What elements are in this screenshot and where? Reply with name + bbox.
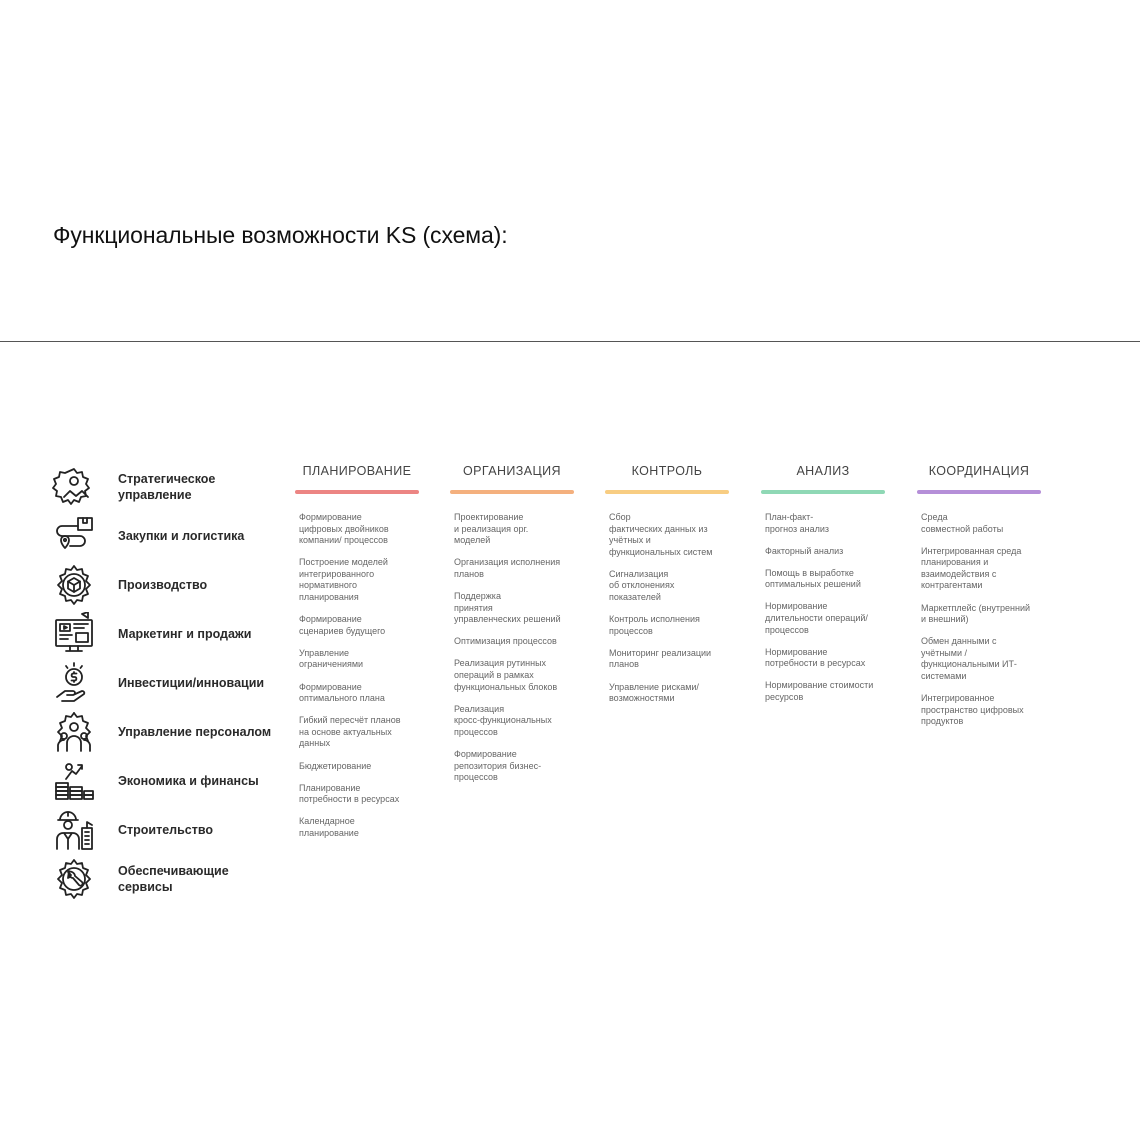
area-item [52,854,282,903]
column-accent-line [917,490,1041,494]
column-items [605,512,729,705]
column-item-line: оптимальных решений [765,579,861,590]
area-item [52,609,282,658]
column-item [299,614,419,637]
column-item-line: моделей [454,535,491,546]
column-item [765,568,885,591]
column-item-line: Нормирование [765,646,828,657]
area-item [52,658,282,707]
column-item-line: прогноз анализ [765,523,830,534]
column-3 [605,462,729,715]
divider [0,341,1140,342]
column-item-line: операций в рамках [454,669,534,680]
column-item-line: функциональных блоков [454,681,558,692]
area-label-line: Обеспечивающие [118,863,229,878]
column-item-line: Поддержка [454,590,501,601]
column-item-line: системами [921,671,967,682]
column-item [299,682,419,705]
column-item-line: ограничениями [299,659,364,670]
column-item [765,546,885,558]
column-item-line: Интегрированное [921,693,995,704]
column-accent-line [761,490,885,494]
column-item [299,512,419,547]
column-item-line: Среда [921,512,948,522]
column-item-line: Управление рисками/ [609,681,699,692]
column-item-line: оптимального плана [299,693,385,704]
column-accent-line [295,490,419,494]
column-item [921,512,1041,535]
column-4 [761,462,885,714]
column-item [299,761,419,773]
column-items [917,512,1041,728]
column-item-line: Мониторинг реализации [609,647,712,658]
business-areas-list [52,462,282,903]
logistics-route-box-icon [52,514,96,558]
column-item [765,680,885,703]
column-title: АНАЛИЗ [796,464,850,478]
column-item [299,557,419,603]
column-item-line: План-факт- [765,512,814,522]
column-item-line: Формирование [454,748,517,759]
column-item [454,658,574,693]
column-item-line: ресурсов [765,692,804,703]
column-item [609,682,729,705]
marketing-monitor-icon [52,612,96,656]
area-label-line: управление [118,487,192,502]
column-item-line: фактических данных из [609,523,708,534]
column-item [921,603,1041,626]
column-item-line: пространство цифровых [921,704,1024,715]
column-item-line: Сбор [609,512,631,522]
column-item-line: Формирование [299,512,362,522]
column-item [921,636,1041,682]
column-item-line: взаимодействия с [921,568,997,579]
column-item-line: Реализация рутинных [454,658,547,669]
column-2 [450,462,574,794]
column-item-line: Управление [299,647,350,658]
column-item-line: Бюджетирование [299,760,372,771]
area-label-line: Инвестиции/инновации [118,675,265,690]
column-item-line: длительности операций/ [765,613,868,624]
column-item-line: продуктов [921,716,964,727]
column-item [765,512,885,535]
column-item-line: кросс-функциональных [454,715,552,726]
column-title: ПЛАНИРОВАНИЕ [302,464,412,478]
column-item-line: показателей [609,592,661,603]
column-1 [295,462,419,850]
column-item [609,569,729,604]
column-item-line: Организация исполнения [454,557,561,568]
column-item [299,816,419,839]
area-item [52,707,282,756]
column-item-line: Сигнализация [609,568,669,579]
column-title: КОНТРОЛЬ [631,464,703,478]
column-item-line: Интегрированная среда [921,545,1022,556]
column-item [921,546,1041,592]
area-label-line: Закупки и логистика [118,528,245,543]
column-item-line: функциональных систем [609,546,713,557]
column-item-line: цифровых двойников [299,523,389,534]
column-item [454,749,574,784]
column-item-line: планов [609,659,639,670]
column-item-line: данных [299,738,331,749]
column-item-line: планирования и [921,557,989,568]
production-gear-cube-icon [52,563,96,607]
column-title: ОРГАНИЗАЦИЯ [463,464,561,478]
column-item-line: Нормирование стоимости [765,680,874,691]
column-item [454,636,574,648]
column-5 [917,462,1041,738]
column-item-line: Контроль исполнения [609,614,700,625]
column-item-line: Проектирование [454,512,524,522]
page-title: Функциональные возможности KS (схема): [53,222,508,248]
column-item-line: процессов [454,772,498,783]
area-label-line: Маркетинг и продажи [118,626,252,641]
column-item-line: Помощь в выработке [765,567,854,578]
column-item [299,648,419,671]
column-item-line: планирование [299,827,359,838]
investment-coin-hand-icon [52,661,96,705]
column-item-line: потребности в ресурсах [299,794,400,805]
column-item-line: Оптимизация процессов [454,636,557,647]
column-item-line: планов [454,568,484,579]
column-item [454,704,574,739]
strategy-gear-handshake-icon [52,465,96,509]
service-gear-wrench-icon [52,857,96,901]
column-item-line: процессов [765,624,809,635]
column-item [609,614,729,637]
column-item-line: на основе актуальных [299,726,392,737]
column-item-line: и реализация орг. [454,523,529,534]
column-item [299,783,419,806]
column-item-line: Формирование [299,681,362,692]
column-item-line: компании/ процессов [299,535,388,546]
column-item [921,693,1041,728]
column-item [609,648,729,671]
column-item [765,647,885,670]
area-label-line: Стратегическое [118,471,216,486]
column-item [609,512,729,558]
column-item-line: Планирование [299,782,361,793]
column-item-line: Маркетплейс (внутренний [921,602,1031,613]
area-label-line: Управление персоналом [118,724,272,739]
area-item [52,560,282,609]
area-item [52,805,282,854]
column-item-line: планирования [299,592,359,603]
column-items [761,512,885,704]
column-item [454,512,574,547]
column-items [450,512,574,784]
column-item-line: контрагентами [921,580,983,591]
column-item-line: совместной работы [921,523,1004,534]
column-item-line: сценариев будущего [299,625,386,636]
personnel-gear-people-icon [52,710,96,754]
column-title: КООРДИНАЦИЯ [928,464,1030,478]
area-item [52,462,282,511]
column-item [454,557,574,580]
column-item-line: принятия [454,602,493,613]
area-label-line: Экономика и финансы [118,773,259,788]
column-item-line: Обмен данными с [921,636,997,647]
column-item-line: функциональными ИТ- [921,659,1017,670]
column-item-line: Гибкий пересчёт планов [299,715,401,726]
column-item-line: процессов [454,726,498,737]
column-item-line: процессов [609,625,653,636]
column-item-line: управленческих решений [454,614,561,625]
area-label-line: Строительство [118,822,214,837]
column-accent-line [605,490,729,494]
column-item-line: потребности в ресурсах [765,658,866,669]
column-accent-line [450,490,574,494]
area-item [52,511,282,560]
column-item-line: Построение моделей [299,557,388,568]
column-item [454,591,574,626]
column-items [295,512,419,839]
column-item [299,715,419,750]
column-item-line: Реализация [454,703,505,714]
column-item-line: репозитория бизнес- [454,760,542,771]
finance-coins-stack-icon [52,759,96,803]
area-label-line: Производство [118,577,208,592]
column-item-line: об отклонениях [609,580,675,591]
column-item-line: нормативного [299,580,357,591]
column-item-line: интегрированного [299,568,375,579]
column-item-line: и внешний) [921,614,969,625]
column-item-line: Факторный анализ [765,545,844,556]
column-item-line: Формирование [299,614,362,625]
column-item [765,601,885,636]
construction-worker-icon [52,808,96,852]
area-item [52,756,282,805]
area-label-line: сервисы [118,879,173,894]
column-item-line: возможностями [609,693,675,704]
column-item-line: Календарное [299,816,355,827]
column-item-line: учётными / [921,647,967,658]
column-item-line: Нормирование [765,601,828,612]
column-item-line: учётных и [609,535,651,546]
